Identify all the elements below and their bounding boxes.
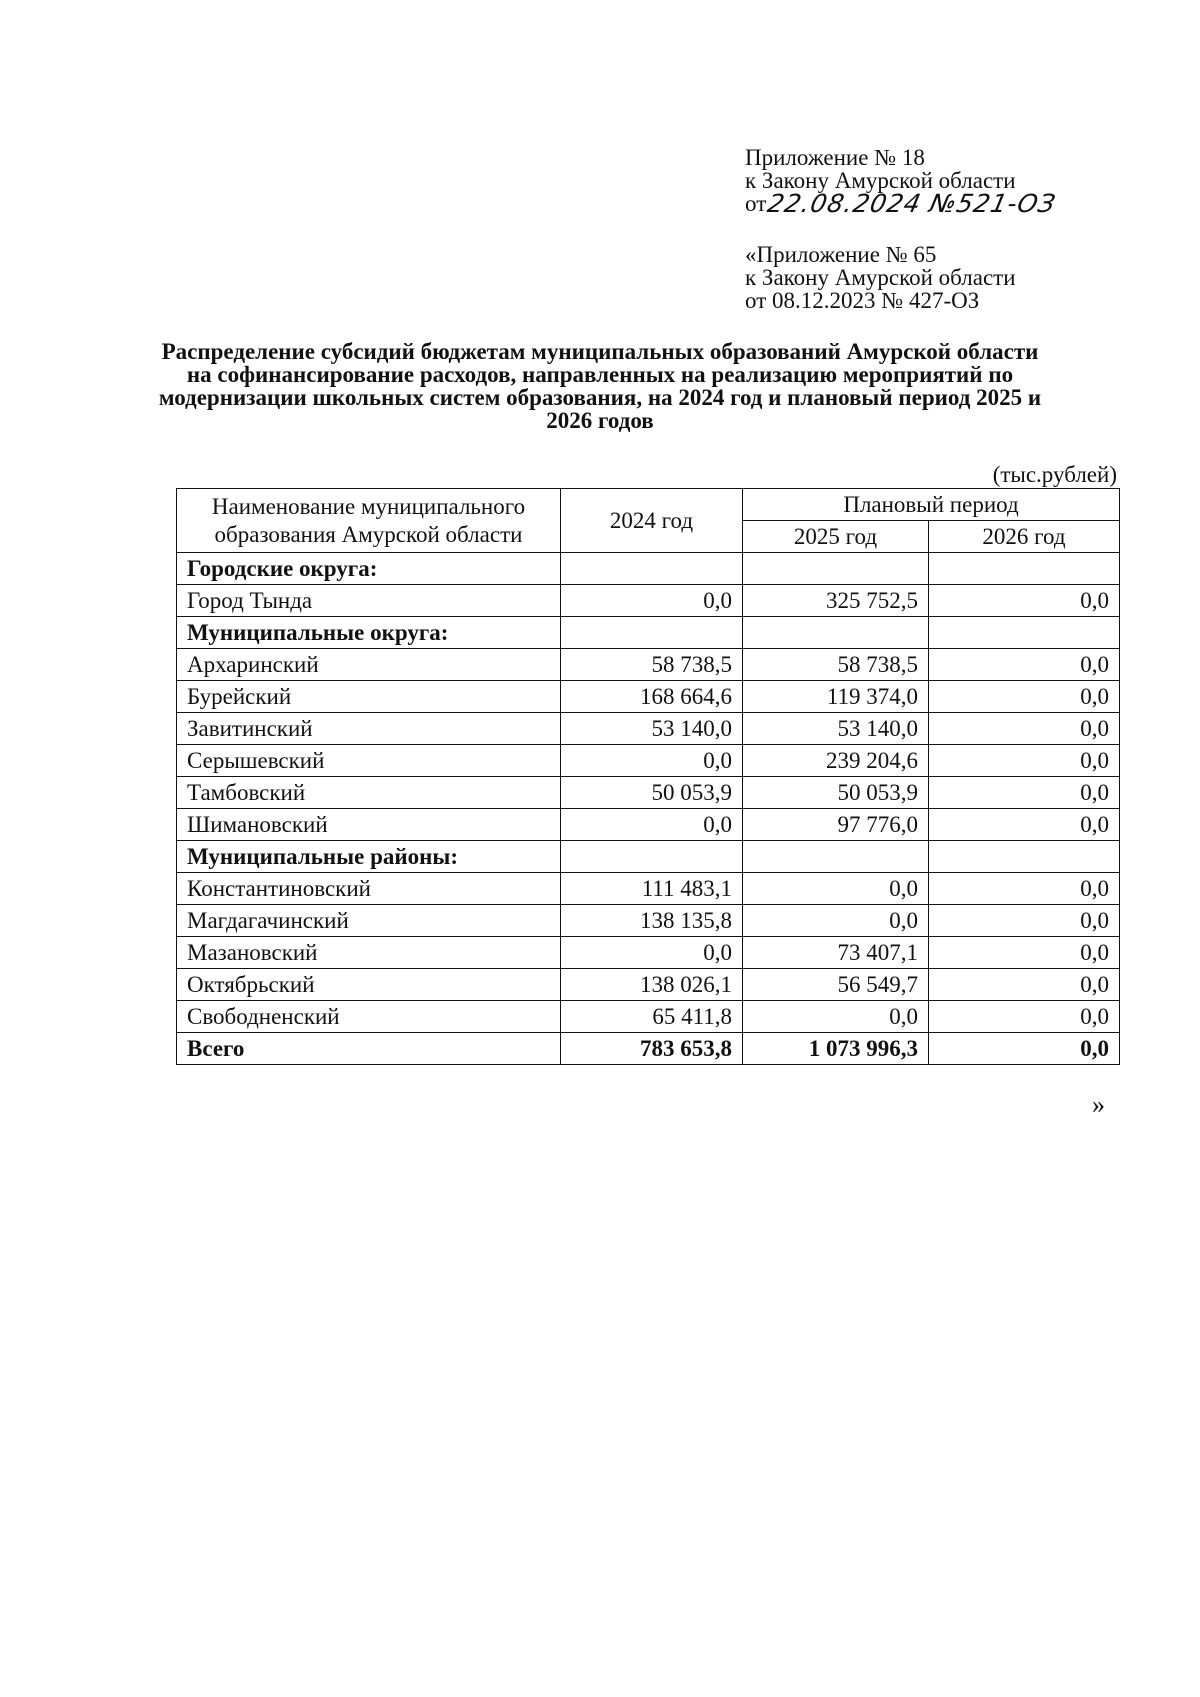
cell-2024: 0,0 [561,585,743,617]
cell-2024: 111 483,1 [561,873,743,905]
header-name: Наименование муниципального образования Амурской области [177,489,561,553]
cell-2024: 58 738,5 [561,649,743,681]
cell-2026: 0,0 [929,649,1120,681]
cell-2026: 0,0 [929,1001,1120,1033]
cell-2026 [929,617,1120,649]
header-2024: 2024 год [561,489,743,553]
subsidy-table [176,488,1120,1065]
cell-2026: 0,0 [929,969,1120,1001]
cell-2026: 0,0 [929,713,1120,745]
cell-name: Архаринский [177,649,561,681]
cell-2024: 138 026,1 [561,969,743,1001]
cell-2024: 65 411,8 [561,1001,743,1033]
header-plan-period: Плановый период [743,489,1120,521]
cell-name: Бурейский [177,681,561,713]
table-body [177,553,1120,1065]
table-row [177,905,1120,937]
cell-2024: 0,0 [561,745,743,777]
cell-2025 [743,841,929,873]
total-row [177,1033,1120,1065]
cell-2024 [561,617,743,649]
cell-2026: 0,0 [929,585,1120,617]
annex-reference-old [745,243,1016,312]
table-row [177,713,1120,745]
cell-name: Свободненский [177,1001,561,1033]
table-row [177,873,1120,905]
cell-2025: 325 752,5 [743,585,929,617]
annex-date-prefix: от [745,191,767,216]
header-2026: 2026 год [929,521,1120,553]
annex-number: Приложение № 18 [745,145,925,170]
cell-2025: 53 140,0 [743,713,929,745]
table-row [177,745,1120,777]
group-row [177,617,1120,649]
cell-2025: 50 053,9 [743,777,929,809]
cell-name: Всего [177,1033,561,1065]
cell-2025 [743,553,929,585]
cell-name: Серышевский [177,745,561,777]
cell-2025: 73 407,1 [743,937,929,969]
table-row [177,809,1120,841]
cell-name: Городские округа: [177,553,561,585]
handwritten-date-number: 22.08.2024 №521-ОЗ [765,189,1059,218]
cell-2026: 0,0 [929,937,1120,969]
cell-2026: 0,0 [929,809,1120,841]
old-annex-number: «Приложение № 65 [745,242,937,267]
cell-2026: 0,0 [929,873,1120,905]
table-row [177,969,1120,1001]
cell-name: Мазановский [177,937,561,969]
table-row [177,681,1120,713]
cell-2024: 0,0 [561,809,743,841]
cell-2026: 0,0 [929,681,1120,713]
old-annex-law: к Закону Амурской области [745,265,1016,290]
annex-date-line [745,189,1059,218]
table-row [177,777,1120,809]
cell-2024: 168 664,6 [561,681,743,713]
annex-law: к Закону Амурской области [745,168,1016,193]
cell-2026 [929,841,1120,873]
annex-reference-new [745,145,1059,218]
cell-2025: 0,0 [743,905,929,937]
cell-2025: 119 374,0 [743,681,929,713]
cell-2024 [561,841,743,873]
table-row [177,585,1120,617]
cell-2026 [929,553,1120,585]
cell-2024: 0,0 [561,937,743,969]
cell-2025: 239 204,6 [743,745,929,777]
table-row [177,1001,1120,1033]
cell-name: Город Тында [177,585,561,617]
cell-2025 [743,617,929,649]
cell-name: Октябрьский [177,969,561,1001]
units-label: (тыс.рублей) [992,462,1117,487]
cell-2024 [561,553,743,585]
cell-2025: 0,0 [743,873,929,905]
cell-2026: 0,0 [929,777,1120,809]
cell-2026: 0,0 [929,745,1120,777]
cell-2024: 783 653,8 [561,1033,743,1065]
cell-2024: 138 135,8 [561,905,743,937]
table-row [177,649,1120,681]
cell-name: Завитинский [177,713,561,745]
cell-name: Тамбовский [177,777,561,809]
closing-quote: » [1092,1090,1105,1119]
group-row [177,553,1120,585]
cell-2025: 1 073 996,3 [743,1033,929,1065]
cell-name: Муниципальные округа: [177,617,561,649]
cell-2026: 0,0 [929,905,1120,937]
cell-2025: 58 738,5 [743,649,929,681]
cell-name: Муниципальные районы: [177,841,561,873]
cell-name: Константиновский [177,873,561,905]
cell-2026: 0,0 [929,1033,1120,1065]
cell-2025: 97 776,0 [743,809,929,841]
cell-name: Магдагачинский [177,905,561,937]
cell-2025: 56 549,7 [743,969,929,1001]
cell-name: Шимановский [177,809,561,841]
cell-2025: 0,0 [743,1001,929,1033]
table-row [177,937,1120,969]
cell-2024: 53 140,0 [561,713,743,745]
group-row [177,841,1120,873]
old-annex-date: от 08.12.2023 № 427-ОЗ [745,288,980,313]
header-2025: 2025 год [743,521,929,553]
cell-2024: 50 053,9 [561,777,743,809]
document-title: Распределение субсидий бюджетам муниципальных образований Амурской области на софинансирование расходов, направленных на реализацию мероприятий по модернизации школьных систем образования, на 2024 год и плановый период 2025 и 2026 годов [158,339,1042,433]
